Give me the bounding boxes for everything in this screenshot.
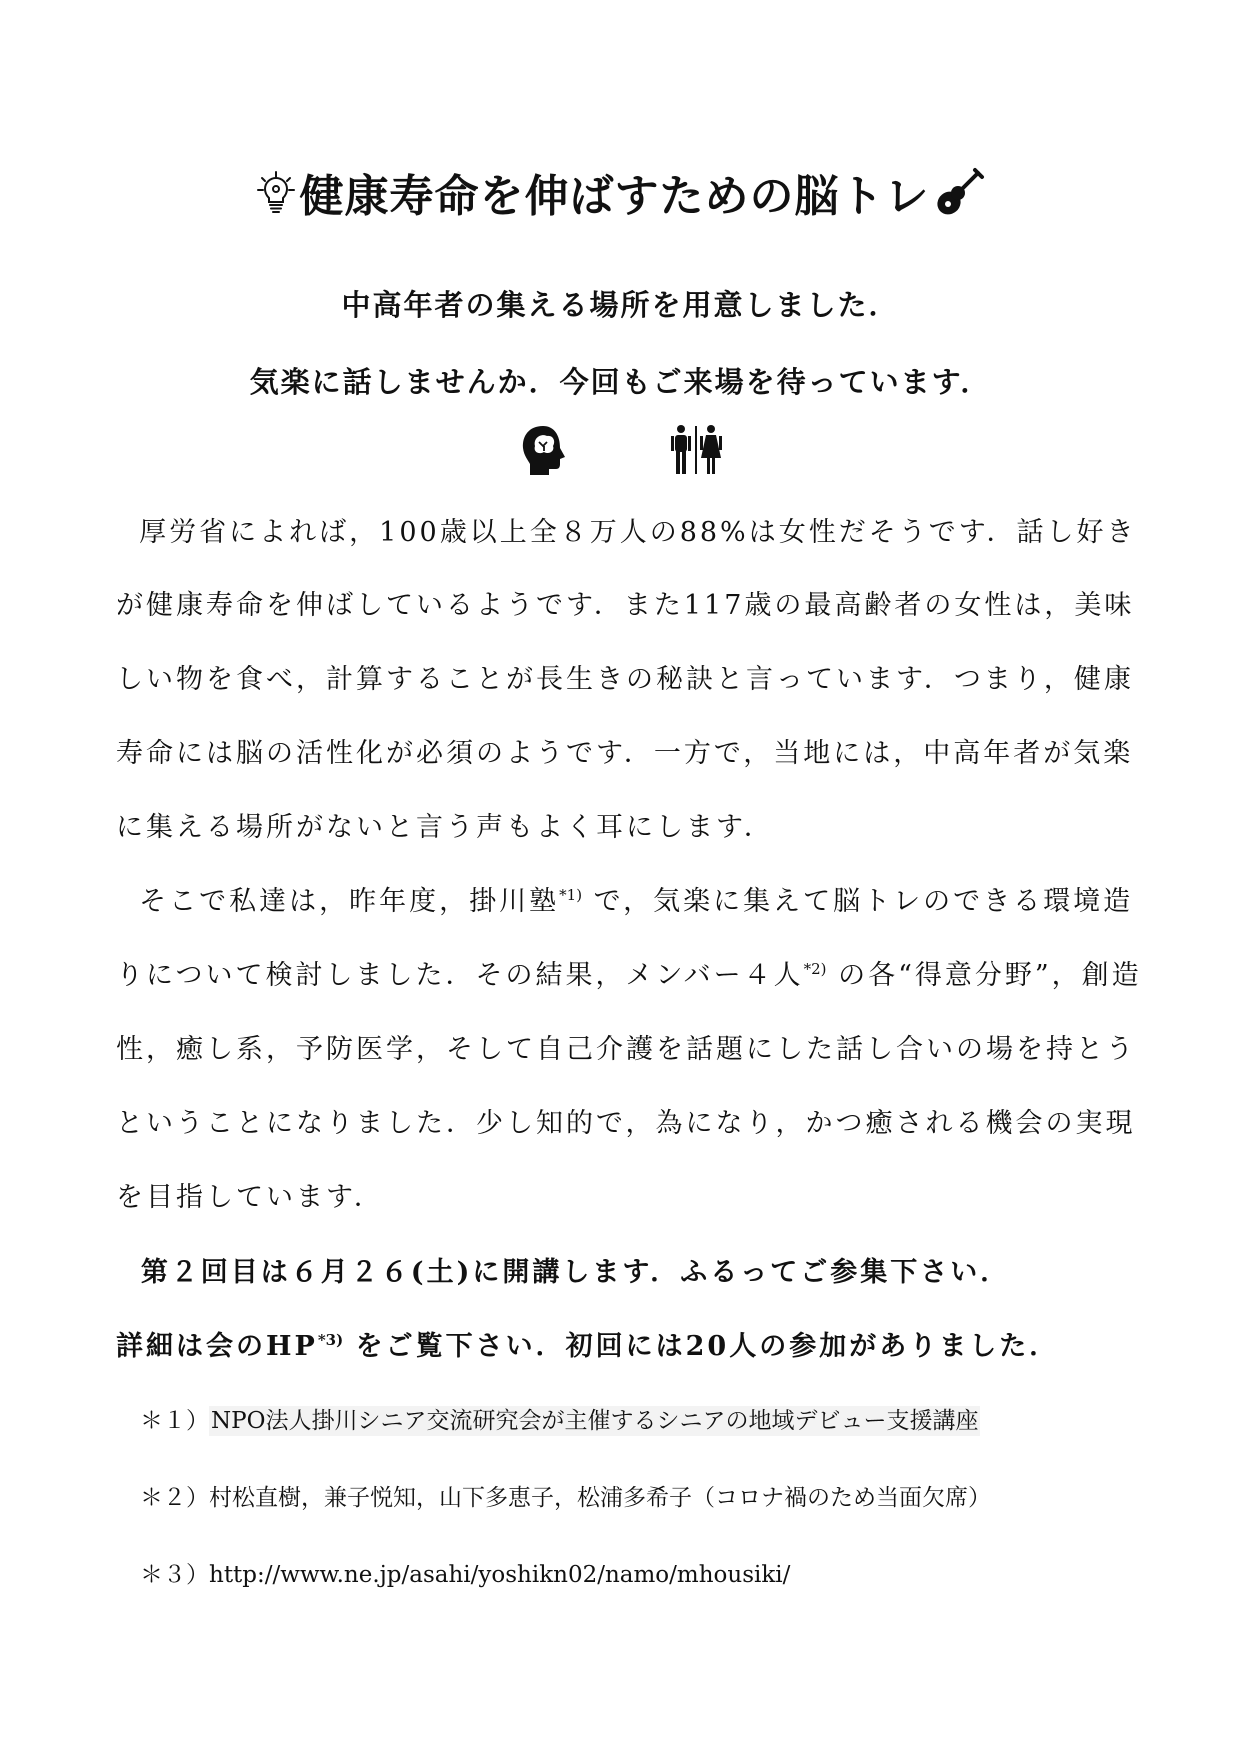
lightbulb-icon <box>256 170 296 214</box>
body-line <box>116 953 1142 992</box>
body-line: ということになりました．少し知的で，為になり，かつ癒される機会の実現 <box>116 1108 1136 1139</box>
footnote-text: NPO法人掛川シニア交流研究会が主催するシニアの地域デビュー支援講座 <box>211 1408 979 1434</box>
footnote-mark: ＊２） <box>140 1485 209 1511</box>
guitar-icon <box>934 166 986 218</box>
brain-head-icon <box>519 424 569 480</box>
page-title: 健康寿命を伸ばすための脳トレ <box>299 171 930 222</box>
announcement-text: 第２回目は６月２６(土)に開講します．ふるってご参集下さい． <box>140 1257 1011 1288</box>
body-line: を目指しています． <box>116 1182 384 1213</box>
body-line: が健康寿命を伸ばしているようです．また117歳の最高齢者の女性は，美味 <box>116 590 1135 621</box>
footnote-mark: ＊３） <box>140 1562 209 1588</box>
footnote-1 <box>140 1402 980 1435</box>
announcement-text: 詳細は会のHP <box>116 1331 318 1362</box>
footnote-ref: *1) <box>559 886 583 904</box>
body-line <box>116 510 1136 549</box>
body-line: に集える場所がないと言う声もよく耳にします． <box>116 812 774 843</box>
body-text: 厚労省によれば，100歳以上全８万人の88%は女性だそうです．話し好き <box>139 517 1137 548</box>
body-text: そこで私達は，昨年度，掛川塾 <box>139 886 560 917</box>
body-line: しい物を食べ，計算することが長生きの秘訣と言っています．つまり，健康 <box>116 664 1134 695</box>
footnote-mark: ＊１） <box>140 1408 209 1434</box>
title-row <box>0 160 1241 224</box>
footnote-3 <box>140 1556 790 1589</box>
body-text: で，気楽に集えて脳トレのできる環境造 <box>593 886 1134 917</box>
body-line: 性，癒し系，予防医学，そして自己介護を話題にした話し合いの場を持とう <box>116 1034 1136 1065</box>
body-text: りについて検討しました．その結果，メンバー４人 <box>116 960 804 991</box>
announcement-date <box>116 1250 1136 1289</box>
body-text: の各“得意分野”，創造 <box>838 960 1142 991</box>
footnote-ref: *3) <box>317 1331 344 1349</box>
footnote-text: 村松直樹，兼子悦知，山下多恵子，松浦多希子（コロナ禍のため当面欠席） <box>209 1485 991 1511</box>
subtitle-1: 中高年者の集える場所を用意しました． <box>341 288 900 322</box>
announcement-text: をご覧下さい．初回には20人の参加がありました． <box>355 1331 1060 1362</box>
man-woman-icon <box>669 424 723 480</box>
footnote-ref: *2) <box>803 960 827 978</box>
icon-row <box>0 424 1241 480</box>
subtitle-2: 気楽に話しませんか．今回もご来場を待っています． <box>249 365 992 399</box>
announcement-details <box>116 1324 1136 1363</box>
body-line <box>116 879 1136 918</box>
body-line: 寿命には脳の活性化が必須のようです．一方で，当地には，中高年者が気楽 <box>116 738 1134 769</box>
footnote-url[interactable]: http://www.ne.jp/asahi/yoshikn02/namo/mhousiki/ <box>209 1562 791 1588</box>
footnote-2 <box>140 1479 991 1512</box>
